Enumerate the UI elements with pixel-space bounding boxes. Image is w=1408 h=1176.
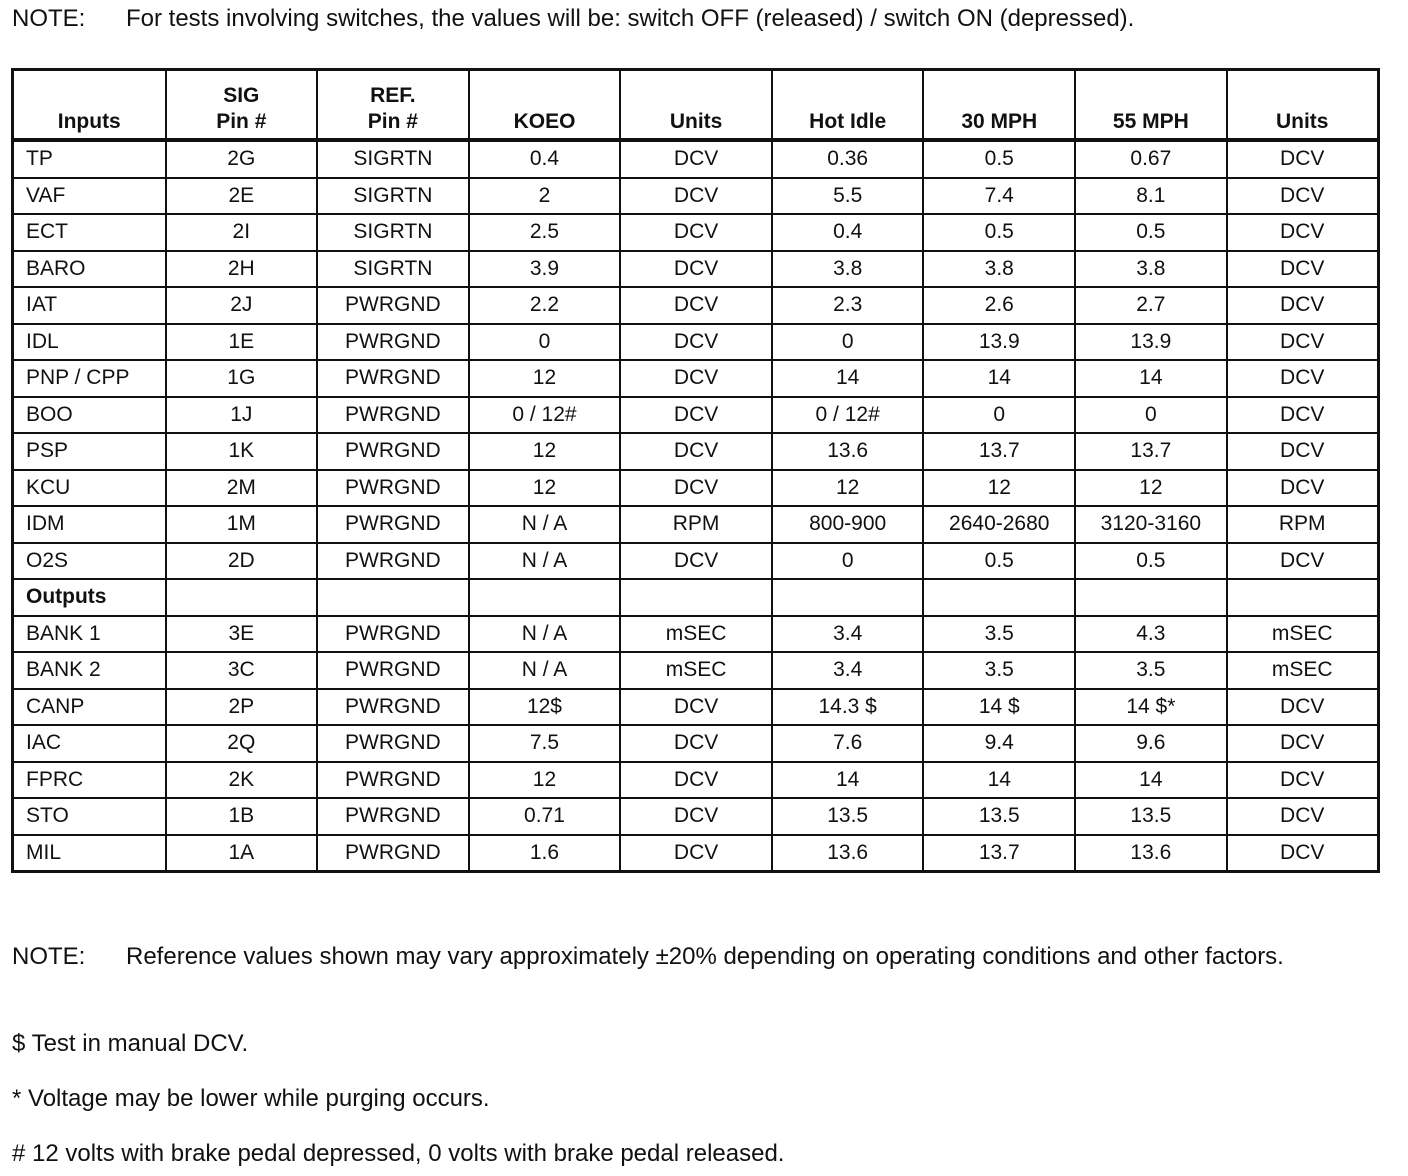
table-cell: N / A: [469, 652, 621, 689]
row-label-cell: TP: [13, 140, 166, 178]
header-55-mph: 55 MPH: [1075, 70, 1227, 141]
table-cell: DCV: [620, 470, 772, 507]
reference-values-table: [11, 68, 1380, 873]
table-cell: 13.6: [772, 835, 924, 872]
table-cell: 2.2: [469, 287, 621, 324]
table-cell: 7.4: [923, 178, 1075, 215]
row-label-cell: STO: [13, 798, 166, 835]
table-cell: 3.4: [772, 616, 924, 653]
table-row: [13, 543, 1379, 580]
table-cell: SIGRTN: [317, 214, 469, 251]
table-cell: PWRGND: [317, 397, 469, 434]
table-cell: 1A: [166, 835, 318, 872]
table-cell: 0.71: [469, 798, 621, 835]
table-cell: 3.5: [923, 652, 1075, 689]
table-row: [13, 397, 1379, 434]
table-cell: 2M: [166, 470, 318, 507]
header-ref-pin-text: REF. Pin #: [367, 84, 418, 133]
table-cell: [1075, 579, 1227, 616]
row-label-cell: IDM: [13, 506, 166, 543]
table-cell: 1J: [166, 397, 318, 434]
table-row: [13, 652, 1379, 689]
table-cell: 2I: [166, 214, 318, 251]
table-cell: 7.5: [469, 725, 621, 762]
row-label-cell: IAC: [13, 725, 166, 762]
table-cell: 14 $: [923, 689, 1075, 726]
table-cell: 0: [772, 324, 924, 361]
table-cell: [620, 579, 772, 616]
table-cell: 2: [469, 178, 621, 215]
table-cell: 13.7: [923, 835, 1075, 872]
row-label-cell: BARO: [13, 251, 166, 288]
table-row: [13, 287, 1379, 324]
table-cell: PWRGND: [317, 616, 469, 653]
table-cell: 0: [1075, 397, 1227, 434]
table-cell: DCV: [620, 287, 772, 324]
bottom-note-label: NOTE:: [12, 943, 86, 970]
table-cell: PWRGND: [317, 287, 469, 324]
row-label-cell: FPRC: [13, 762, 166, 799]
row-label-cell: MIL: [13, 835, 166, 872]
table-cell: 0: [923, 397, 1075, 434]
table-cell: 2H: [166, 251, 318, 288]
table-cell: mSEC: [1227, 616, 1379, 653]
table-cell: 3.8: [772, 251, 924, 288]
table-cell: 14.3 $: [772, 689, 924, 726]
table-cell: 4.3: [1075, 616, 1227, 653]
table-cell: 14: [772, 762, 924, 799]
table-row: [13, 835, 1379, 872]
table-cell: 13.9: [1075, 324, 1227, 361]
header-sig-pin: [166, 70, 318, 141]
table-cell: 0.5: [923, 543, 1075, 580]
table-cell: mSEC: [1227, 652, 1379, 689]
table-cell: 12: [469, 470, 621, 507]
table-cell: 2Q: [166, 725, 318, 762]
top-note: [12, 4, 1392, 34]
table-cell: SIGRTN: [317, 178, 469, 215]
table-cell: PWRGND: [317, 324, 469, 361]
table-cell: 2640-2680: [923, 506, 1075, 543]
header-30-mph: 30 MPH: [923, 70, 1075, 141]
table-cell: 12$: [469, 689, 621, 726]
table-cell: DCV: [620, 798, 772, 835]
table-cell: [923, 579, 1075, 616]
table-cell: 13.6: [1075, 835, 1227, 872]
table-cell: 0.5: [1075, 543, 1227, 580]
top-note-text: For tests involving switches, the values will be: switch OFF (released) / switch ON (depressed).: [126, 5, 1135, 32]
row-label-cell: CANP: [13, 689, 166, 726]
table-cell: 3.8: [1075, 251, 1227, 288]
table-cell: [317, 579, 469, 616]
table-cell: DCV: [1227, 140, 1379, 178]
table-cell: mSEC: [620, 616, 772, 653]
table-cell: 2.7: [1075, 287, 1227, 324]
table-cell: DCV: [620, 762, 772, 799]
table-cell: 3E: [166, 616, 318, 653]
table-cell: 3120-3160: [1075, 506, 1227, 543]
row-label-cell: KCU: [13, 470, 166, 507]
table-cell: PWRGND: [317, 360, 469, 397]
table-cell: 3.4: [772, 652, 924, 689]
table-cell: DCV: [1227, 762, 1379, 799]
table-cell: 14 $*: [1075, 689, 1227, 726]
table-cell: 0 / 12#: [469, 397, 621, 434]
table-cell: DCV: [1227, 324, 1379, 361]
table-cell: 1M: [166, 506, 318, 543]
table-cell: 12: [469, 762, 621, 799]
table-cell: 0 / 12#: [772, 397, 924, 434]
table-header-row: [13, 70, 1379, 141]
table-cell: DCV: [1227, 835, 1379, 872]
table-row: [13, 360, 1379, 397]
table-cell: DCV: [620, 397, 772, 434]
table-cell: 13.5: [923, 798, 1075, 835]
table-cell: SIGRTN: [317, 251, 469, 288]
table-row: [13, 140, 1379, 178]
row-label-cell: BANK 1: [13, 616, 166, 653]
table-cell: 3.9: [469, 251, 621, 288]
table-cell: PWRGND: [317, 762, 469, 799]
table-cell: DCV: [1227, 214, 1379, 251]
table-row: [13, 214, 1379, 251]
table-cell: DCV: [1227, 725, 1379, 762]
table-cell: DCV: [620, 140, 772, 178]
table-cell: 13.5: [1075, 798, 1227, 835]
footnote-dollar: $ Test in manual DCV.: [12, 1030, 249, 1057]
table-cell: 12: [923, 470, 1075, 507]
table-cell: [166, 579, 318, 616]
table-cell: 12: [1075, 470, 1227, 507]
table-row: [13, 762, 1379, 799]
table-cell: N / A: [469, 543, 621, 580]
header-koeo: KOEO: [469, 70, 621, 141]
table-cell: [1227, 579, 1379, 616]
table-cell: PWRGND: [317, 798, 469, 835]
row-label-cell: IAT: [13, 287, 166, 324]
table-cell: 2J: [166, 287, 318, 324]
table-cell: PWRGND: [317, 835, 469, 872]
table-cell: 2P: [166, 689, 318, 726]
table-cell: 12: [469, 433, 621, 470]
table-cell: 2E: [166, 178, 318, 215]
bottom-note-text: Reference values shown may vary approximately ±20% depending on operating conditions and other factors.: [126, 943, 1284, 970]
table-cell: [469, 579, 621, 616]
row-label-cell: ECT: [13, 214, 166, 251]
header-units-2: Units: [1227, 70, 1379, 141]
table-cell: RPM: [620, 506, 772, 543]
table-cell: 0.4: [469, 140, 621, 178]
table-cell: 0: [469, 324, 621, 361]
table-row: [13, 798, 1379, 835]
table-cell: PWRGND: [317, 470, 469, 507]
table-cell: 7.6: [772, 725, 924, 762]
header-hot-idle: Hot Idle: [772, 70, 924, 141]
table-cell: DCV: [1227, 360, 1379, 397]
row-label-cell: PNP / CPP: [13, 360, 166, 397]
row-label-cell: Outputs: [13, 579, 166, 616]
row-label-cell: PSP: [13, 433, 166, 470]
table-cell: 2D: [166, 543, 318, 580]
table-cell: 3.5: [923, 616, 1075, 653]
table-cell: 0.4: [772, 214, 924, 251]
table-cell: 0.5: [1075, 214, 1227, 251]
table-cell: 13.6: [772, 433, 924, 470]
table-cell: 1.6: [469, 835, 621, 872]
header-sig-pin-text: SIG Pin #: [216, 84, 267, 133]
row-label-cell: BANK 2: [13, 652, 166, 689]
table-cell: DCV: [1227, 433, 1379, 470]
table-cell: 1G: [166, 360, 318, 397]
table-cell: 12: [469, 360, 621, 397]
table-cell: 2.3: [772, 287, 924, 324]
table-cell: 13.9: [923, 324, 1075, 361]
table-cell: 0.5: [923, 214, 1075, 251]
table-cell: 2.5: [469, 214, 621, 251]
table-cell: PWRGND: [317, 652, 469, 689]
table-cell: 1K: [166, 433, 318, 470]
table-row: [13, 178, 1379, 215]
table-row: [13, 433, 1379, 470]
row-label-cell: O2S: [13, 543, 166, 580]
header-inputs: Inputs: [13, 70, 166, 141]
table-cell: 14: [1075, 360, 1227, 397]
table-cell: 0: [772, 543, 924, 580]
table-cell: 13.7: [923, 433, 1075, 470]
table-cell: 0.67: [1075, 140, 1227, 178]
table-cell: DCV: [620, 324, 772, 361]
footnote-hash: # 12 volts with brake pedal depressed, 0 volts with brake pedal released.: [12, 1140, 785, 1167]
row-label-cell: IDL: [13, 324, 166, 361]
table-cell: PWRGND: [317, 543, 469, 580]
table-cell: PWRGND: [317, 506, 469, 543]
top-note-label: NOTE:: [12, 5, 86, 32]
table-cell: DCV: [620, 543, 772, 580]
table-cell: DCV: [620, 835, 772, 872]
table-cell: DCV: [620, 360, 772, 397]
table-cell: 13.7: [1075, 433, 1227, 470]
table-row: [13, 689, 1379, 726]
table-cell: PWRGND: [317, 433, 469, 470]
table-cell: 3C: [166, 652, 318, 689]
table-cell: 12: [772, 470, 924, 507]
table-cell: DCV: [1227, 178, 1379, 215]
table-cell: 0.36: [772, 140, 924, 178]
table-cell: DCV: [1227, 251, 1379, 288]
table-row: [13, 470, 1379, 507]
table-row: [13, 251, 1379, 288]
table-row: [13, 579, 1379, 616]
table-cell: 2.6: [923, 287, 1075, 324]
table-cell: 14: [1075, 762, 1227, 799]
table-cell: SIGRTN: [317, 140, 469, 178]
table-cell: DCV: [1227, 470, 1379, 507]
table-cell: DCV: [1227, 397, 1379, 434]
table-cell: DCV: [1227, 543, 1379, 580]
table-cell: DCV: [620, 689, 772, 726]
table-cell: 5.5: [772, 178, 924, 215]
table-cell: 1E: [166, 324, 318, 361]
table-cell: 14: [772, 360, 924, 397]
table-cell: N / A: [469, 506, 621, 543]
table-row: [13, 324, 1379, 361]
table-cell: 1B: [166, 798, 318, 835]
table-cell: mSEC: [620, 652, 772, 689]
table-cell: 3.8: [923, 251, 1075, 288]
table-cell: 0.5: [923, 140, 1075, 178]
table-cell: DCV: [620, 251, 772, 288]
table-cell: PWRGND: [317, 725, 469, 762]
row-label-cell: BOO: [13, 397, 166, 434]
table-cell: 9.6: [1075, 725, 1227, 762]
table-cell: 13.5: [772, 798, 924, 835]
table-cell: DCV: [1227, 287, 1379, 324]
table-cell: N / A: [469, 616, 621, 653]
table-cell: [772, 579, 924, 616]
table-body: [13, 140, 1379, 872]
header-ref-pin: [317, 70, 469, 141]
table-cell: 2G: [166, 140, 318, 178]
bottom-note: [12, 940, 1392, 973]
table-cell: 9.4: [923, 725, 1075, 762]
table-cell: DCV: [1227, 798, 1379, 835]
table-cell: 2K: [166, 762, 318, 799]
table-cell: DCV: [620, 214, 772, 251]
table-row: [13, 725, 1379, 762]
table-cell: DCV: [1227, 689, 1379, 726]
table-cell: 3.5: [1075, 652, 1227, 689]
table-cell: PWRGND: [317, 689, 469, 726]
table-cell: DCV: [620, 725, 772, 762]
table-row: [13, 506, 1379, 543]
footnote-asterisk: * Voltage may be lower while purging occurs.: [12, 1085, 490, 1112]
row-label-cell: VAF: [13, 178, 166, 215]
header-units: Units: [620, 70, 772, 141]
table-cell: RPM: [1227, 506, 1379, 543]
table-cell: 14: [923, 360, 1075, 397]
table-cell: 8.1: [1075, 178, 1227, 215]
table-cell: 800-900: [772, 506, 924, 543]
table-cell: DCV: [620, 433, 772, 470]
table-cell: DCV: [620, 178, 772, 215]
table-cell: 14: [923, 762, 1075, 799]
table-row: [13, 616, 1379, 653]
